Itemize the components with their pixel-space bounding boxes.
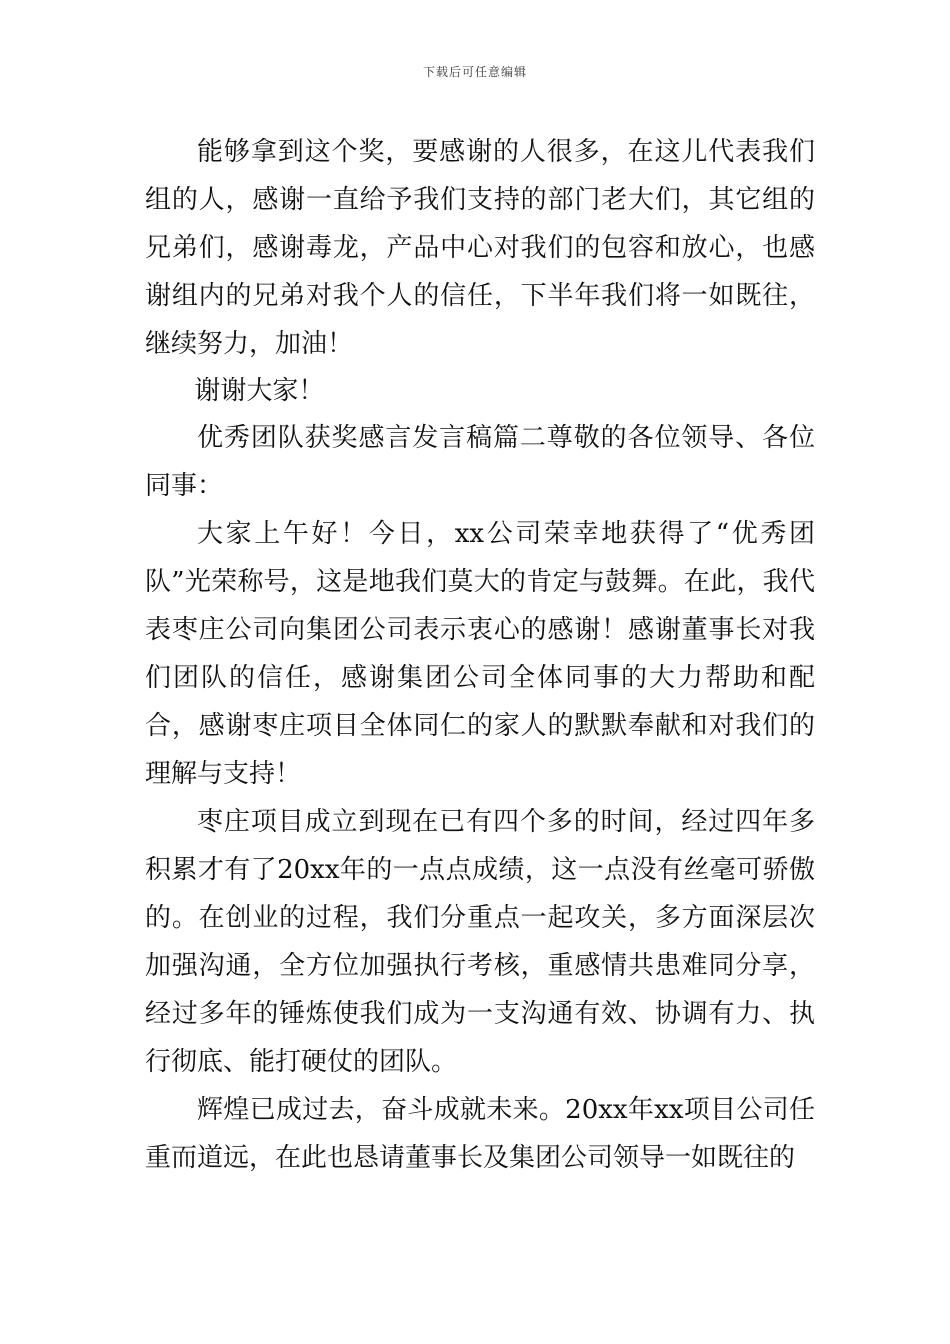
paragraph-speech-title: 优秀团队获奖感言发言稿篇二尊敬的各位领导、各位同事：: [145, 423, 815, 501]
page-header: 下载后可任意编辑: [422, 65, 527, 79]
paragraph-greeting: 大家上午好！今日，xx公司荣幸地获得了“优秀团队”光荣称号，这是地我们莫大的肯定与鼓舞。在此，我代表枣庄公司向集团公司表示衷心的感谢！感谢董事长对我们团队的信任，感谢集团公司全体同事的大力帮助和配合，感谢枣庄项目全体同仁的家人的默默奉献和对我们的理解与支持！: [145, 519, 815, 789]
paragraph-future: 辉煌已成过去，奋斗成就未来。20xx年xx项目公司任重而道远，在此也恳请董事长及集团公司领导一如既往的: [145, 1095, 815, 1173]
paragraph-thanks: 谢谢大家！: [194, 376, 325, 406]
paragraph-history: 枣庄项目成立到现在已有四个多的时间，经过四年多积累才有了20xx年的一点点成绩，这一点没有丝毫可骄傲的。在创业的过程，我们分重点一起攻关，多方面深层次加强沟通，全方位加强执行考核，重感情共患难同分享，经过多年的锤炼使我们成为一支沟通有效、协调有力、执行彻底、能打硬仗的团队。: [145, 807, 815, 1077]
paragraph-acknowledgements: 能够拿到这个奖，要感谢的人很多，在这儿代表我们组的人，感谢一直给予我们支持的部门老大们，其它组的兄弟们，感谢毒龙，产品中心对我们的包容和放心，也感谢组内的兄弟对我个人的信任，下半年我们将一如既往，继续努力，加油！: [145, 137, 815, 359]
document-body: [145, 128, 815, 1182]
